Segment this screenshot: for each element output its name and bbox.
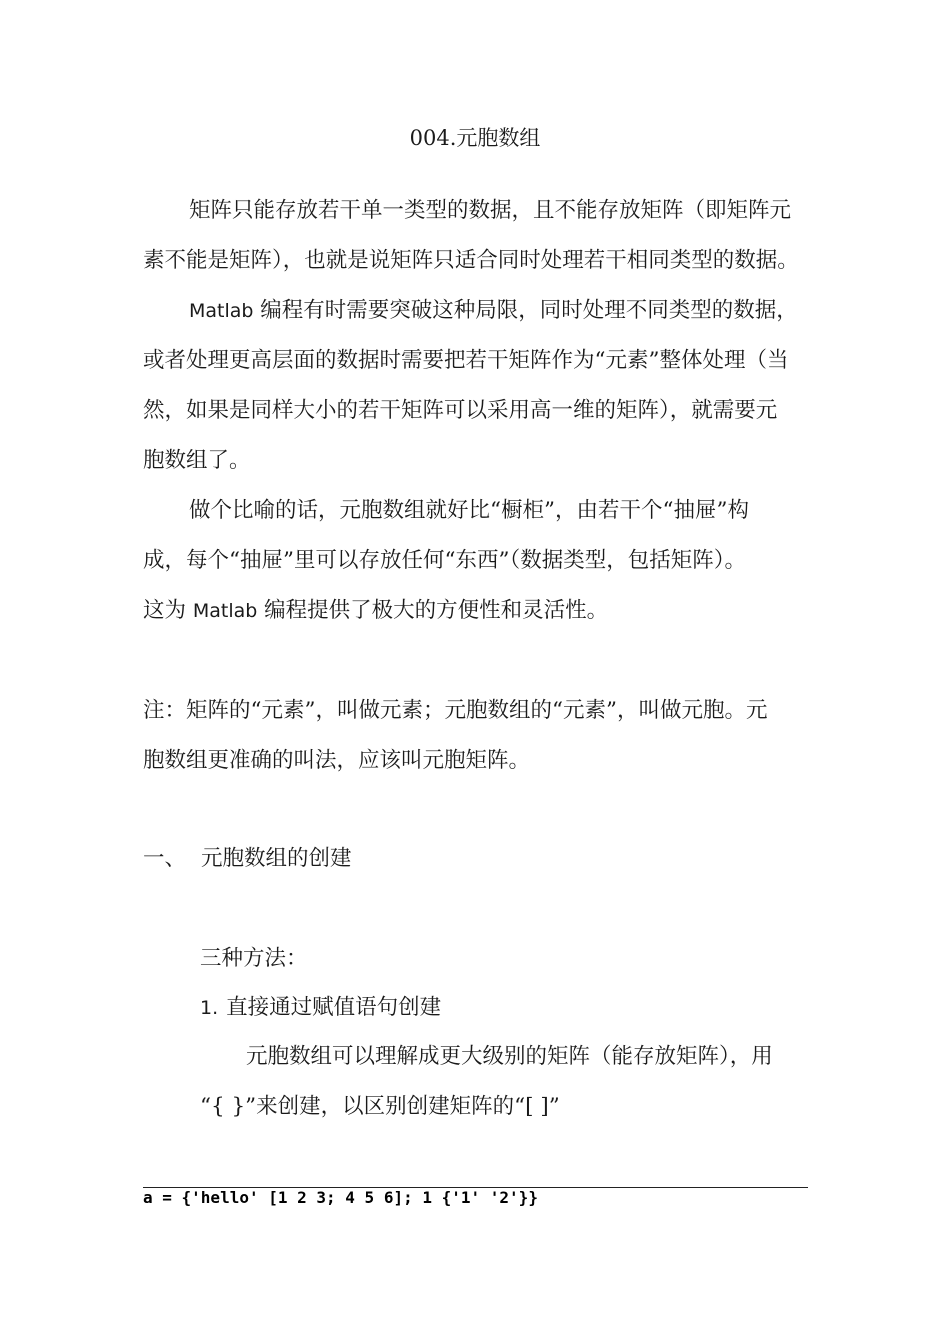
code-line: a = {'hello' [1 2 3; 4 5 6]; 1 {'1' '2'}} xyxy=(143,1188,538,1207)
paragraph-matlab-limits xyxy=(143,286,808,486)
method-number: 1. xyxy=(200,997,219,1019)
paragraph-line: 成，每个“抽屉”里可以存放任何“东西”（数据类型，包括矩阵）。 xyxy=(143,548,746,573)
paragraph-line: 矩阵只能存放若干单一类型的数据，且不能存放矩阵（即矩阵元 xyxy=(189,198,792,223)
paragraph-line: “{ }”来创建，以区别创建矩阵的“[ ]” xyxy=(200,1094,560,1119)
paragraph-line: 注：矩阵的“元素”，叫做元素；元胞数组的“元素”，叫做元胞。元 xyxy=(143,698,768,723)
paragraph-line xyxy=(143,286,808,336)
paragraph-text: 这为 xyxy=(143,598,193,623)
paragraph-line: 素不能是矩阵），也就是说矩阵只适合同时处理若干相同类型的数据。 xyxy=(143,248,799,273)
paragraph-analogy xyxy=(143,486,808,636)
methods-intro: 三种方法： xyxy=(200,946,308,971)
document-title: 004.元胞数组 xyxy=(409,126,541,150)
paragraph-text: 编程提供了极大的方便性和灵活性。 xyxy=(257,598,609,623)
paragraph-line: 胞数组更准确的叫法，应该叫元胞矩阵。 xyxy=(143,748,531,773)
paragraph-text: 编程有时需要突破这种局限，同时处理不同类型的数据， xyxy=(253,298,798,323)
latin-term: Matlab xyxy=(192,600,258,622)
method-label: 直接通过赋值语句创建 xyxy=(226,995,442,1020)
paragraph-line: 然，如果是同样大小的若干矩阵可以采用高一维的矩阵），就需要元 xyxy=(143,398,778,423)
section-heading xyxy=(143,844,352,874)
paragraph-line xyxy=(143,586,808,636)
paragraph-line: 元胞数组可以理解成更大级别的矩阵（能存放矩阵），用 xyxy=(246,1044,773,1069)
method-heading xyxy=(200,993,441,1023)
section-label: 元胞数组的创建 xyxy=(201,846,352,871)
paragraph-line: 或者处理更高层面的数据时需要把若干矩阵作为“元素”整体处理（当 xyxy=(143,348,789,373)
section-number: 一、 xyxy=(143,846,187,871)
method-description xyxy=(200,1032,808,1132)
latin-term: Matlab xyxy=(189,300,254,322)
paragraph-line: 胞数组了。 xyxy=(143,448,251,473)
paragraph-note xyxy=(143,686,808,786)
paragraph-line: 做个比喻的话，元胞数组就好比“橱柜”，由若干个“抽屉”构 xyxy=(189,498,749,523)
paragraph-intro xyxy=(143,186,808,286)
